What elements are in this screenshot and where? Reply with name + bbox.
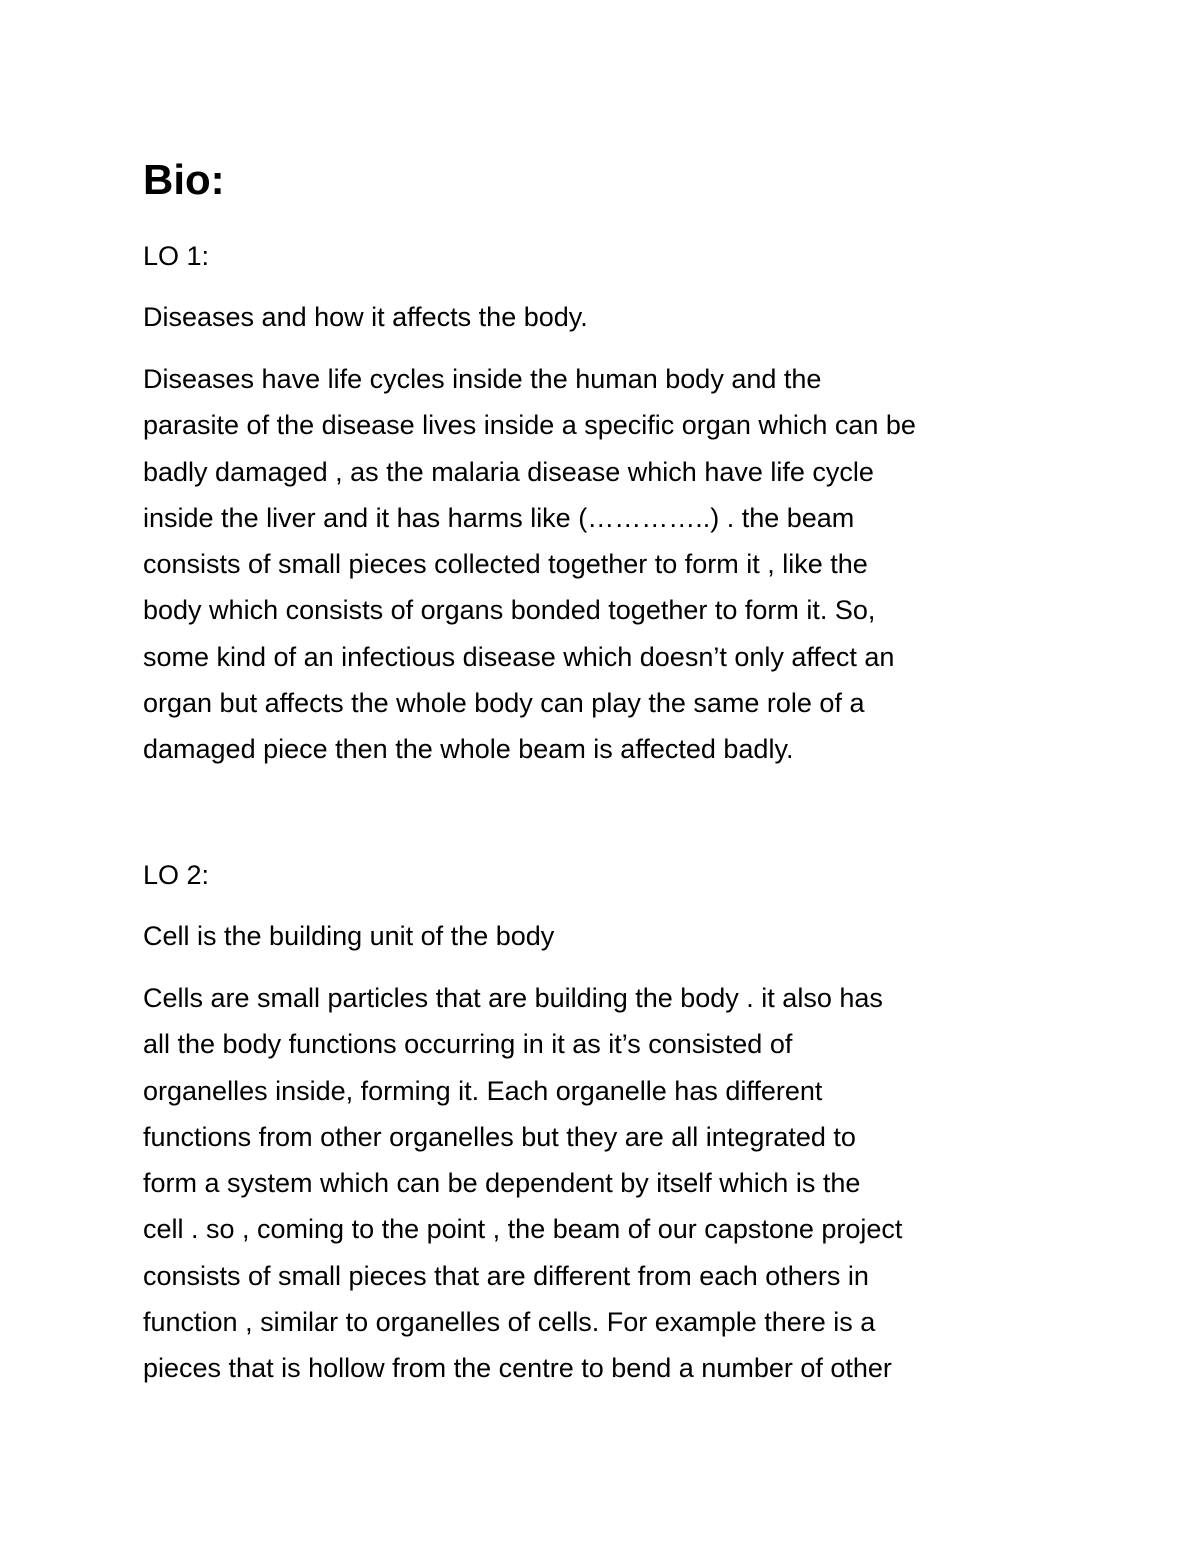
paragraph-line: form a system which can be dependent by itself which is the — [143, 1168, 861, 1199]
paragraph-line: Diseases have life cycles inside the human body and the — [143, 364, 822, 394]
lo2-body-paragraph — [143, 975, 902, 1392]
paragraph-line: organ but affects the whole body can play the same role of a — [143, 688, 865, 719]
paragraph-line: damaged piece then the whole beam is affected badly. — [143, 734, 794, 765]
paragraph-line: consists of small pieces collected together to form it , like the — [143, 549, 868, 580]
paragraph-line: functions from other organelles but they are all integrated to — [143, 1121, 856, 1152]
lo1-label: LO 1: — [143, 241, 210, 271]
paragraph-line: function , similar to organelles of cells. For example there is a — [143, 1307, 876, 1338]
lo1-heading: Diseases and how it affects the body. — [143, 302, 588, 332]
lo2-heading: Cell is the building unit of the body — [143, 921, 555, 951]
paragraph-line: inside the liver and it has harms like (…………..) . the beam — [143, 502, 855, 533]
paragraph-line: cell . so , coming to the point , the beam of our capstone project — [143, 1214, 903, 1245]
paragraph-line: Cells are small particles that are building the body . it also has — [143, 983, 883, 1013]
paragraph-line: badly damaged , as the malaria disease which have life cycle — [143, 456, 874, 487]
paragraph-line: consists of small pieces that are different from each others in — [143, 1260, 869, 1291]
paragraph-line: parasite of the disease lives inside a specific organ which can be — [143, 410, 916, 441]
lo2-label: LO 2: — [143, 860, 210, 890]
paragraph-line: organelles inside, forming it. Each organelle has different — [143, 1075, 823, 1106]
paragraph-line: body which consists of organs bonded together to form it. So, — [143, 595, 876, 626]
paragraph-line: all the body functions occurring in it as it’s consisted of — [143, 1029, 793, 1060]
paragraph-line: pieces that is hollow from the centre to bend a number of other — [143, 1353, 892, 1384]
paragraph-line: some kind of an infectious disease which doesn’t only affect an — [143, 641, 895, 672]
lo1-body-paragraph — [143, 356, 916, 773]
document-title: Bio: — [143, 156, 225, 203]
